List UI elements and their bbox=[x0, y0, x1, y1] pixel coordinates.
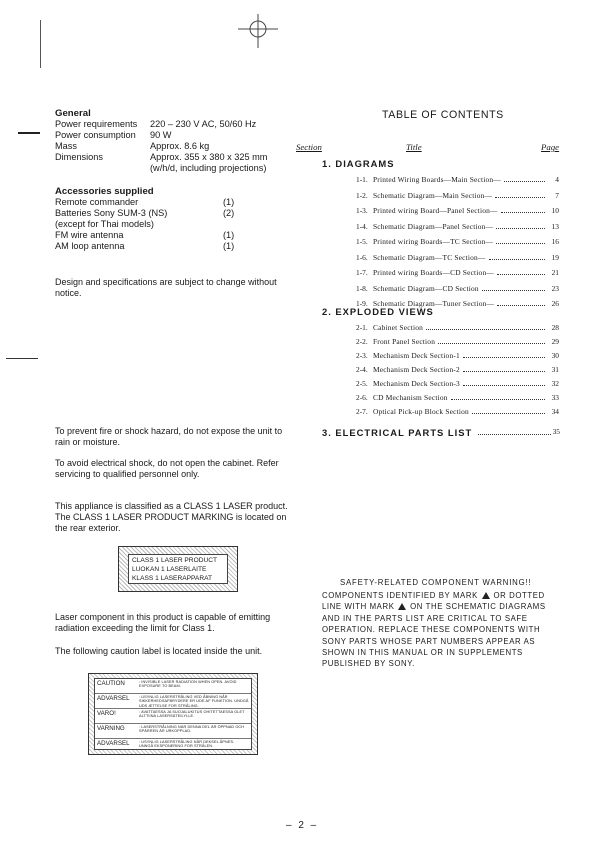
toc-leader-dots bbox=[426, 329, 545, 330]
caution-label-row bbox=[95, 709, 251, 724]
toc-item-title: Mechanism Deck Section-2 bbox=[373, 365, 460, 374]
toc-leader-dots bbox=[497, 274, 545, 275]
toc-item-number: 1-3. bbox=[356, 206, 368, 215]
toc-group-electrical bbox=[322, 427, 560, 438]
page-number: – 2 – bbox=[286, 820, 319, 831]
toc-item-title: Schematic Diagram—TC Section— bbox=[373, 252, 486, 262]
margin-mark bbox=[6, 358, 38, 359]
toc-item bbox=[356, 393, 559, 402]
toc-leader-dots bbox=[501, 212, 545, 213]
general-row-value: 90 W bbox=[150, 130, 172, 140]
toc-leader-dots bbox=[496, 228, 545, 229]
general-row-key: Dimensions bbox=[55, 152, 103, 162]
general-row bbox=[55, 130, 267, 141]
caution-label-text: : USYNLIG LASERSTRÅLING VED ÅBNING NÅR SIKKERHEDSAFBRYDERE ER UDE AF FUNKTION. UNDGÅ UDS ÆTTELSE FOR STRÅLING. bbox=[139, 695, 249, 708]
toc-item-number: 1-1. bbox=[356, 175, 368, 184]
toc-leader-dots bbox=[478, 427, 550, 435]
safety-text: ON THE SCHEMATIC DIAGRAMS AND IN THE PARTS LIST ARE CRITICAL TO SAFE OPERATION. REPLACE THESE COMPONENTS WITH SONY PARTS WHOSE PART NUMBERS APPEAR AS SHOWN IN THIS MANUAL OR IN SUPPLEMENTS PUBLISHED BY SONY. bbox=[322, 602, 546, 669]
toc-item-number: 2-1. bbox=[356, 323, 368, 332]
toc-item-number: 1-5. bbox=[356, 237, 368, 246]
registration-mark-icon bbox=[238, 14, 278, 48]
toc-item-number: 1-7. bbox=[356, 268, 368, 277]
toc-item-number: 2-3. bbox=[356, 351, 368, 360]
toc-page-number: 7 bbox=[555, 190, 559, 200]
toc-header-section: Section bbox=[296, 142, 322, 152]
accessories-row bbox=[55, 230, 234, 241]
general-row bbox=[55, 152, 267, 163]
safety-text: OR DOTTED LINE WITH MARK bbox=[322, 591, 545, 612]
general-rows bbox=[55, 119, 267, 174]
general-row-value: Approx. 8.6 kg bbox=[150, 141, 210, 151]
caution-label bbox=[88, 673, 258, 755]
caution-label-language: VARO! bbox=[97, 710, 116, 717]
caution-label-row bbox=[95, 679, 251, 694]
toc-page-number: 19 bbox=[551, 252, 559, 262]
toc-leader-dots bbox=[472, 413, 545, 414]
accessories-row-value: (2) bbox=[223, 208, 235, 218]
toc-item-title: Schematic Diagram—CD Section bbox=[373, 283, 479, 293]
toc-page-number: 16 bbox=[551, 237, 559, 246]
accessories-row-key: Batteries Sony SUM-3 (NS) bbox=[55, 208, 168, 218]
caution-label-language: ADVARSEL bbox=[97, 695, 130, 702]
general-row bbox=[55, 141, 267, 152]
fire-warning: To prevent fire or shock hazard, do not expose the unit to rain or moisture. bbox=[55, 426, 283, 447]
toc-leader-dots bbox=[496, 243, 545, 244]
general-row-value: 220 – 230 V AC, 50/60 Hz bbox=[150, 119, 257, 129]
accessories-row-key: Remote commander bbox=[55, 197, 139, 207]
laser-class-text: This appliance is classified as a CLASS 1 LASER product. The CLASS 1 LASER PRODUCT MARKING is located on the rear exterior. bbox=[55, 501, 288, 533]
toc-leader-dots bbox=[463, 371, 545, 372]
general-specs bbox=[55, 108, 267, 174]
safety-warning-title: SAFETY-RELATED COMPONENT WARNING!! bbox=[340, 578, 532, 587]
caution-label-text: : INVISIBLE LASER RADIATION WHEN OPEN. AVOID EXPOSURE TO BEAM. bbox=[139, 680, 237, 689]
laser-label-line: KLASS 1 LASERAPPARAT bbox=[132, 575, 213, 582]
warning-triangle-icon bbox=[482, 592, 490, 599]
toc-item-title: Printed Wiring Boards—Main Section— bbox=[373, 175, 501, 184]
toc-page-number: 34 bbox=[551, 407, 559, 416]
accessories-row-value: (1) bbox=[223, 197, 235, 207]
general-row-key: Mass bbox=[55, 141, 77, 151]
accessories-row-value: (1) bbox=[223, 241, 235, 251]
laser-label-line: LUOKAN 1 LASERLAITE bbox=[132, 566, 207, 573]
toc-leader-dots bbox=[489, 259, 545, 260]
toc-item bbox=[356, 337, 559, 346]
accessories-row bbox=[55, 219, 234, 230]
toc-item-title: Cabinet Section bbox=[373, 323, 424, 332]
toc-item bbox=[356, 253, 559, 262]
toc-item-title: Schematic Diagram—Panel Section— bbox=[373, 221, 494, 231]
toc-item-number: 1-9. bbox=[356, 299, 368, 308]
toc-item bbox=[356, 407, 559, 416]
accessories-heading: Accessories supplied bbox=[55, 186, 154, 197]
shock-warning: To avoid electrical shock, do not open the cabinet. Refer servicing to qualified personnel only. bbox=[55, 458, 279, 479]
toc-page-number: 35 bbox=[552, 427, 560, 436]
design-note: Design and specifications are subject to change without notice. bbox=[55, 277, 277, 298]
toc-header-page: Page bbox=[541, 142, 560, 152]
toc-item bbox=[356, 175, 559, 184]
caution-label-row bbox=[95, 694, 251, 709]
toc-page-number: 23 bbox=[551, 283, 559, 293]
toc-item bbox=[356, 351, 559, 360]
laser-label-line: CLASS 1 LASER PRODUCT bbox=[132, 557, 218, 564]
general-row bbox=[55, 163, 267, 174]
general-row-value: Approx. 355 x 380 x 325 mm bbox=[150, 152, 268, 162]
caution-label-row bbox=[95, 724, 251, 739]
toc-page-number: 26 bbox=[551, 299, 559, 308]
toc-item-number: 2-7. bbox=[356, 407, 368, 416]
toc-page-number: 21 bbox=[551, 268, 559, 277]
toc-leader-dots bbox=[463, 385, 545, 386]
toc-item-title: Front Panel Section bbox=[373, 337, 436, 346]
toc-item-title: Mechanism Deck Section-1 bbox=[373, 351, 460, 360]
toc-item bbox=[356, 206, 559, 215]
toc-page-number: 29 bbox=[551, 337, 559, 346]
caution-label-text: : LASERSTRÅLNING NÄR DENNA DEL ÄR ÖPPNAD OCH SPÄRREN ÄR URKOPPLAD. bbox=[139, 725, 245, 734]
toc-page-number: 30 bbox=[551, 351, 559, 360]
toc-item-number: 1-2. bbox=[356, 190, 368, 200]
accessories-row-key: AM loop antenna bbox=[55, 241, 125, 251]
toc-group-title: 2. EXPLODED VIEWS bbox=[322, 306, 434, 317]
toc-item-number: 2-4. bbox=[356, 365, 368, 374]
caution-location-note: The following caution label is located inside the unit. bbox=[55, 646, 263, 656]
toc-item bbox=[356, 237, 559, 246]
toc-item bbox=[356, 191, 559, 200]
toc-item-title: Mechanism Deck Section-3 bbox=[373, 379, 460, 388]
toc-item-number: 1-4. bbox=[356, 221, 368, 231]
accessories-row-value: (1) bbox=[223, 230, 235, 240]
margin-rule bbox=[40, 20, 41, 68]
accessories-specs bbox=[55, 186, 234, 252]
general-row-key: Power consumption bbox=[55, 130, 136, 140]
general-row-key bbox=[55, 163, 150, 174]
toc-group-title: 3. ELECTRICAL PARTS LIST bbox=[322, 427, 473, 438]
caution-label-text: : USYNLIG LASERSTRÅLING NÅR DEKSEL ÅPNES. UNNGÅ EKSPONERING FOR STRÅLEN. bbox=[139, 740, 235, 749]
caution-label-text: : AVATTAESSA JA SUOJALUKITUS OHITETTAESSA OLET ALTTIINA LASERSÄTEILYLLE. bbox=[139, 710, 245, 719]
general-heading: General bbox=[55, 108, 91, 119]
toc-leader-dots bbox=[504, 181, 545, 182]
toc-item-title: Schematic Diagram—Main Section— bbox=[373, 190, 493, 200]
toc-page-number: 33 bbox=[551, 393, 559, 402]
toc-page-number: 31 bbox=[551, 365, 559, 374]
laser-component-note: Laser component in this product is capable of emitting radiation exceeding the limit for Class 1. bbox=[55, 612, 271, 633]
class1-laser-label bbox=[118, 546, 238, 592]
toc-item bbox=[356, 379, 559, 388]
toc-leader-dots bbox=[463, 357, 545, 358]
toc-item-number: 2-2. bbox=[356, 337, 368, 346]
accessories-row bbox=[55, 197, 234, 208]
toc-item-title: Printed wiring Board—Panel Section— bbox=[373, 206, 498, 215]
toc-item bbox=[356, 268, 559, 277]
toc-item-number: 2-6. bbox=[356, 393, 368, 402]
safety-text: COMPONENTS IDENTIFIED BY MARK bbox=[322, 591, 478, 600]
caution-label-inner bbox=[94, 678, 252, 750]
toc-page-number: 28 bbox=[551, 323, 559, 332]
accessories-row bbox=[55, 208, 234, 219]
toc-leader-dots bbox=[451, 399, 545, 400]
general-row bbox=[55, 119, 267, 130]
warning-triangle-icon bbox=[398, 603, 406, 610]
toc-item-title: Printed wiring Boards—TC Section— bbox=[373, 237, 494, 246]
toc-leader-dots bbox=[497, 305, 545, 306]
toc-item bbox=[356, 323, 559, 332]
caution-label-language: ADVARSEL bbox=[97, 740, 130, 747]
toc-item bbox=[356, 284, 559, 293]
toc-page-number: 4 bbox=[555, 175, 559, 184]
caution-label-language: VARNING bbox=[97, 725, 125, 732]
toc-group-title: 1. DIAGRAMS bbox=[322, 158, 395, 169]
toc-leader-dots bbox=[495, 197, 545, 198]
toc-item-title: Printed wiring Boards—CD Section— bbox=[373, 268, 494, 277]
toc-item bbox=[356, 222, 559, 231]
toc-item bbox=[356, 365, 559, 374]
caution-label-language: CAUTION bbox=[97, 680, 125, 687]
toc-header-title: Title bbox=[406, 142, 422, 152]
caution-label-row bbox=[95, 739, 251, 753]
toc-item-title: Optical Pick-up Block Section bbox=[373, 407, 469, 416]
safety-warning-body bbox=[322, 590, 565, 670]
toc-item-title: CD Mechanism Section bbox=[373, 393, 448, 402]
toc-item-title: Schematic Diagram—Tuner Section— bbox=[373, 299, 495, 308]
accessories-row-key: FM wire antenna bbox=[55, 230, 124, 240]
toc-leader-dots bbox=[438, 343, 545, 344]
toc-item-number: 2-5. bbox=[356, 379, 368, 388]
accessories-row-key: (except for Thai models) bbox=[55, 219, 154, 229]
margin-mark bbox=[18, 132, 40, 134]
general-row-value: (w/h/d, including projections) bbox=[150, 163, 267, 173]
toc-page-number: 32 bbox=[551, 379, 559, 388]
class1-laser-label-inner bbox=[128, 554, 228, 584]
accessories-row bbox=[55, 241, 234, 252]
toc-page-number: 13 bbox=[551, 221, 559, 231]
toc-page-number: 10 bbox=[551, 206, 559, 215]
general-row-key: Power requirements bbox=[55, 119, 138, 129]
accessories-rows bbox=[55, 197, 234, 252]
toc-title: TABLE OF CONTENTS bbox=[382, 109, 504, 121]
toc-leader-dots bbox=[482, 290, 545, 291]
toc-item-number: 1-8. bbox=[356, 283, 368, 293]
toc-item-number: 1-6. bbox=[356, 252, 368, 262]
